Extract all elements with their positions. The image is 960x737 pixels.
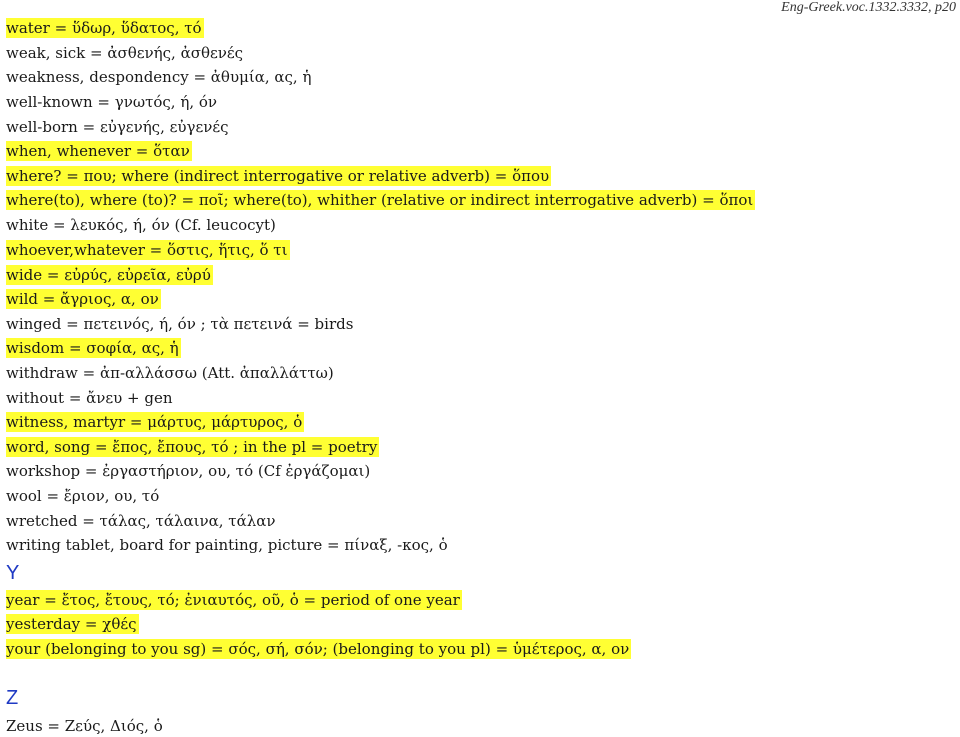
vocab-entry-y: year = ἔτος, ἔτους, τό; ἐνιαυτός, οῦ, ὁ = period of one year [6, 591, 460, 609]
vocab-entry: workshop = ἐργαστήριον, ου, τό (Cf ἐργάζομαι) [6, 462, 371, 480]
vocab-entry: withdraw = ἀπ-αλλάσσω (Att. ἀπαλλάττω) [6, 364, 334, 382]
vocab-entry-z: Zeus = Ζεύς, Διός, ὁ [6, 717, 163, 735]
vocab-entry: word, song = ἔπος, ἔπους, τό ; in the pl = poetry [6, 438, 378, 456]
vocab-entry: wisdom = σοφία, ας, ἡ [6, 339, 179, 357]
vocab-entry: writing tablet, board for painting, picture = πίναξ, -κος, ὁ [6, 536, 448, 554]
vocab-entry: wretched = τάλας, τάλαινα, τάλαν [6, 512, 276, 530]
vocab-entry: well-born = εὐγενής, εὐγενές [6, 118, 229, 136]
section-letter-z: Z [6, 687, 19, 709]
vocab-entry: whoever,whatever = ὅστις, ἥτις, ὅ τι [6, 241, 288, 259]
vocab-entry: wide = εὐρύς, εὐρεῖα, εὐρύ [6, 266, 211, 284]
page-reference: Eng-Greek.voc.1332.3332, p20 [781, 0, 956, 15]
vocab-entry-y: yesterday = χθές [6, 615, 137, 633]
vocab-entry: without = ἄνευ + gen [6, 389, 173, 407]
vocab-entry: water = ὕδωρ, ὕδατος, τό [6, 19, 202, 37]
vocab-entry: white = λευκός, ή, όν (Cf. leucocyt) [6, 216, 276, 234]
vocab-entry: where? = που; where (indirect interrogative or relative adverb) = ὅπου [6, 167, 550, 185]
vocab-entry: winged = πετεινός, ή, όν ; τὰ πετεινά = birds [6, 315, 354, 333]
vocab-entry-y: your (belonging to you sg) = σός, σή, σόν; (belonging to you pl) = ὑμέτερος, α, ον [6, 640, 630, 658]
vocab-entry: well-known = γνωτός, ή, όν [6, 93, 218, 111]
vocab-entry: wild = ἄγριος, α, ον [6, 290, 159, 308]
vocab-entry: weakness, despondency = ἀθυμία, ας, ἡ [6, 68, 312, 86]
vocab-entry: weak, sick = ἀσθενής, ἀσθενές [6, 44, 244, 62]
vocab-entry: witness, martyr = μάρτυς, μάρτυρος, ὁ [6, 413, 303, 431]
vocab-entry: wool = ἔριον, ου, τό [6, 487, 160, 505]
vocab-entry: when, whenever = ὅταν [6, 142, 190, 160]
vocab-entry: where(to), where (to)? = ποῖ; where(to), whither (relative or indirect interrogative adverb) = ὅποι [6, 191, 754, 209]
section-letter-y: Y [6, 562, 20, 584]
